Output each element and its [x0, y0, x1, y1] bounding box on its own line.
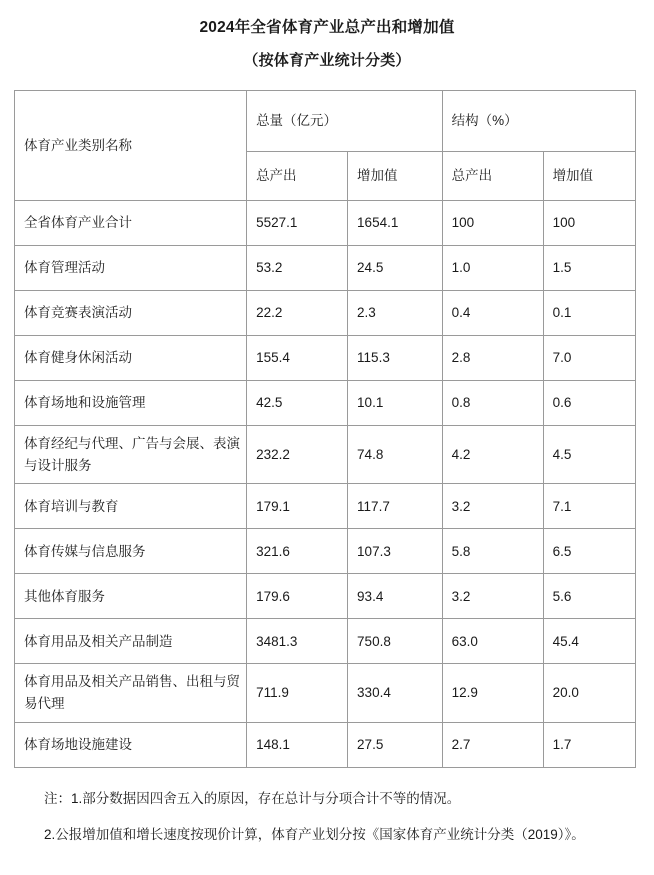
cell-added-value: 2.3 — [348, 291, 443, 336]
cell-pct-output: 2.8 — [442, 336, 543, 381]
cell-pct-added: 5.6 — [543, 574, 635, 619]
cell-pct-output: 2.7 — [442, 722, 543, 767]
table-row — [15, 484, 636, 529]
cell-pct-added: 1.7 — [543, 722, 635, 767]
table-row — [15, 201, 636, 246]
cell-pct-output: 3.2 — [442, 484, 543, 529]
cell-pct-added: 0.1 — [543, 291, 635, 336]
table-row — [15, 336, 636, 381]
cell-pct-added: 100 — [543, 201, 635, 246]
cell-added-value: 74.8 — [348, 426, 443, 484]
cell-total-output: 232.2 — [247, 426, 348, 484]
cell-pct-added: 7.0 — [543, 336, 635, 381]
cell-pct-added: 0.6 — [543, 381, 635, 426]
row-label: 体育经纪与代理、广告与会展、表演与设计服务 — [15, 426, 247, 484]
header-group-structure: 结构（%） — [442, 91, 635, 152]
table-row — [15, 529, 636, 574]
table-body — [15, 201, 636, 767]
cell-pct-added: 45.4 — [543, 619, 635, 664]
cell-total-output: 179.6 — [247, 574, 348, 619]
row-label: 其他体育服务 — [15, 574, 247, 619]
cell-pct-added: 20.0 — [543, 664, 635, 722]
cell-pct-added: 7.1 — [543, 484, 635, 529]
table-row — [15, 246, 636, 291]
row-label: 体育用品及相关产品制造 — [15, 619, 247, 664]
cell-added-value: 330.4 — [348, 664, 443, 722]
table-header-row-1 — [15, 91, 636, 152]
cell-pct-added: 4.5 — [543, 426, 635, 484]
header-total-output-amount: 总产出 — [247, 152, 348, 201]
row-label: 体育传媒与信息服务 — [15, 529, 247, 574]
cell-total-output: 42.5 — [247, 381, 348, 426]
table-row — [15, 722, 636, 767]
cell-pct-added: 6.5 — [543, 529, 635, 574]
row-label: 体育管理活动 — [15, 246, 247, 291]
table-notes — [14, 786, 640, 848]
table-header — [15, 91, 636, 201]
table-row — [15, 664, 636, 722]
header-total-output-pct: 总产出 — [442, 152, 543, 201]
table-row — [15, 574, 636, 619]
cell-pct-output: 100 — [442, 201, 543, 246]
cell-pct-output: 1.0 — [442, 246, 543, 291]
page-title — [14, 10, 640, 72]
cell-total-output: 148.1 — [247, 722, 348, 767]
cell-total-output: 3481.3 — [247, 619, 348, 664]
table-row — [15, 619, 636, 664]
cell-added-value: 117.7 — [348, 484, 443, 529]
table-row — [15, 381, 636, 426]
cell-total-output: 155.4 — [247, 336, 348, 381]
cell-total-output: 321.6 — [247, 529, 348, 574]
title-line-2: （按体育产业统计分类） — [243, 52, 411, 70]
cell-pct-output: 0.8 — [442, 381, 543, 426]
cell-added-value: 115.3 — [348, 336, 443, 381]
row-label: 体育场地和设施管理 — [15, 381, 247, 426]
row-label: 体育健身休闲活动 — [15, 336, 247, 381]
cell-pct-output: 0.4 — [442, 291, 543, 336]
row-label: 体育场地设施建设 — [15, 722, 247, 767]
cell-added-value: 24.5 — [348, 246, 443, 291]
title-line-1: 2024年全省体育产业总产出和增加值 — [199, 19, 455, 36]
note-2: 2.公报增加值和增长速度按现价计算，体育产业划分按《国家体育产业统计分类（2019）》。 — [44, 827, 585, 843]
cell-total-output: 22.2 — [247, 291, 348, 336]
cell-pct-output: 4.2 — [442, 426, 543, 484]
table-row — [15, 426, 636, 484]
cell-pct-output: 3.2 — [442, 574, 543, 619]
header-group-total: 总量（亿元） — [247, 91, 443, 152]
row-label: 体育竞赛表演活动 — [15, 291, 247, 336]
cell-added-value: 750.8 — [348, 619, 443, 664]
row-label: 全省体育产业合计 — [15, 201, 247, 246]
cell-total-output: 711.9 — [247, 664, 348, 722]
cell-added-value: 1654.1 — [348, 201, 443, 246]
row-label: 体育用品及相关产品销售、出租与贸易代理 — [15, 664, 247, 722]
statistics-table — [14, 90, 636, 767]
cell-pct-output: 5.8 — [442, 529, 543, 574]
cell-total-output: 53.2 — [247, 246, 348, 291]
cell-added-value: 10.1 — [348, 381, 443, 426]
cell-total-output: 179.1 — [247, 484, 348, 529]
cell-pct-output: 63.0 — [442, 619, 543, 664]
header-added-value-pct: 增加值 — [543, 152, 635, 201]
cell-added-value: 27.5 — [348, 722, 443, 767]
note-1: 注：1.部分数据因四舍五入的原因，存在总计与分项合计不等的情况。 — [44, 790, 461, 806]
header-category-name: 体育产业类别名称 — [15, 91, 247, 201]
header-added-value-amount: 增加值 — [348, 152, 443, 201]
cell-added-value: 93.4 — [348, 574, 443, 619]
cell-pct-output: 12.9 — [442, 664, 543, 722]
cell-added-value: 107.3 — [348, 529, 443, 574]
cell-pct-added: 1.5 — [543, 246, 635, 291]
row-label: 体育培训与教育 — [15, 484, 247, 529]
table-row — [15, 291, 636, 336]
cell-total-output: 5527.1 — [247, 201, 348, 246]
